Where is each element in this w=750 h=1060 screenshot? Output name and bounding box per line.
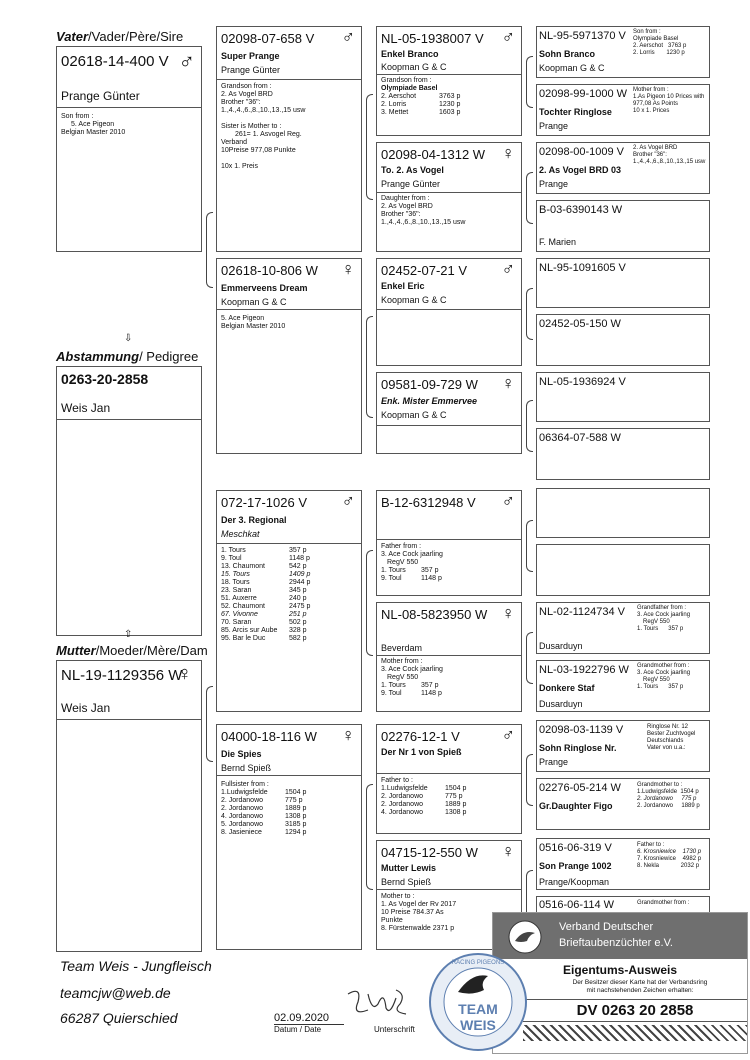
- arrow-down-icon: ⇩: [124, 333, 133, 344]
- pigeon-owner: Prange: [539, 757, 569, 767]
- pigeon-owner: Koopman G & C: [381, 410, 447, 420]
- side-notes: Ringlose Nr. 12 Bester Zuchtvogel Deutschlands Vater von u.a.:: [647, 724, 696, 751]
- date-label: Datum / Date: [274, 1025, 322, 1034]
- ring-number: 0516-06-114 W: [539, 899, 615, 911]
- pigeon-name: Enkel Branco: [381, 49, 439, 59]
- dove-icon: [507, 919, 543, 955]
- pigeon-name: Gr.Daughter Figo: [539, 801, 613, 811]
- gen3-box-10: [536, 544, 710, 596]
- connector-brace: [206, 212, 213, 288]
- dsd-box: [376, 602, 522, 712]
- male-symbol-icon: ♂: [501, 491, 515, 511]
- ring-number: NL-95-5971370 V: [539, 30, 626, 42]
- side-notes: Grandmother from : 3. Ace Cock jaarling RegV 550 1. Tours 357 p: [637, 663, 691, 690]
- gen3-box-6: [536, 314, 710, 366]
- pigeon-owner: F. Marien: [539, 237, 577, 247]
- card-org-2: Brieftaubenzüchter e.V.: [559, 937, 673, 949]
- dds-box: [376, 724, 522, 834]
- ring-number: 04000-18-116 W: [221, 729, 317, 744]
- gen3-box-13: [536, 720, 710, 772]
- dam-header: Mutter/Moeder/Mère/Dam: [56, 643, 208, 658]
- pigeon-name: Der Nr 1 von Spieß: [381, 747, 462, 757]
- pigeon-notes: Daughter from : 2. As Vogel BRD Brother "36": 1.,4.,4.,6.,8.,10.,13.,15 usw: [381, 195, 466, 226]
- male-symbol-icon: ♂: [501, 259, 515, 279]
- connector-brace: [526, 56, 533, 108]
- female-symbol-icon: ♀: [501, 603, 515, 623]
- gen3-box-7: [536, 372, 710, 422]
- female-symbol-icon: ♀: [177, 663, 192, 685]
- gen3-box-4: [536, 200, 710, 252]
- pigeon-name: Sohn Ringlose Nr.: [539, 743, 617, 753]
- side-notes: Grandmother to : 1.Ludwigsfelde 1504 p 2. Jordanowo 775 p 2. Jordanowo 1889 p: [637, 782, 700, 809]
- pigeon-notes: Mother to : 1. As Vogel der Rv 2017 10 Preise 784.37 As Punkte 8. Fürstenwalde 2371 p: [381, 893, 457, 932]
- pedigree-header: Abstammung/ Pedigree: [56, 349, 199, 364]
- city: 66287 Quierschied: [60, 1010, 178, 1026]
- dam-owner: Weis Jan: [61, 701, 111, 715]
- race-results: 1. Tours 357 p 9. Toul 1148 p 13. Chaumont 542 p 15. Tours 1409 p 18. Tours 2944 p 23. Saran 345 p 51. Auxerre 240 p 52. Chaumont 2475 p 67. Vivonne 251 p 70. Saran 502 p 85. Arcis sur Aube 328 p 95. Bar le Duc 582 p: [221, 547, 311, 642]
- pigeon-owner: Koopman G & C: [221, 297, 287, 307]
- pigeon-name: 2. As Vogel BRD 03: [539, 165, 622, 175]
- date: 02.09.2020: [274, 1012, 344, 1025]
- card-ring: DV 0263 20 2858: [523, 999, 747, 1022]
- male-symbol-icon: ♂: [501, 725, 515, 745]
- gen3-box-11: [536, 602, 710, 654]
- pigeon-owner: Koopman G & C: [381, 62, 447, 72]
- dam-box: [56, 660, 202, 952]
- signature-icon: [342, 984, 412, 1024]
- ring-number: 09581-09-729 W: [381, 377, 478, 392]
- connector-brace: [366, 550, 373, 656]
- pigeon-name: Son Prange 1002: [539, 861, 612, 871]
- sds-box: [376, 258, 522, 366]
- pigeon-name: Enk. Mister Emmervee: [381, 396, 478, 406]
- ring-number: 0516-06-319 V: [539, 842, 612, 854]
- pedigree-ring: 0263-20-2858: [61, 371, 149, 387]
- pigeon-owner: Koopman G & C: [381, 295, 447, 305]
- pigeon-owner: Bernd Spieß: [221, 763, 272, 773]
- gen3-box-15: [536, 838, 710, 890]
- pigeon-owner: Koopman G & C: [539, 63, 605, 73]
- gen3-box-2: [536, 84, 710, 136]
- ring-number: NL-03-1922796 W: [539, 664, 629, 676]
- team-weis-stamp-icon: [428, 952, 528, 1052]
- ring-number: 02098-00-1009 V: [539, 146, 625, 158]
- email: teamcjw@web.de: [60, 985, 171, 1001]
- pigeon-notes: 5. Ace Pigeon Belgian Master 2010: [221, 315, 286, 330]
- pigeon-owner: Beverdam: [381, 643, 423, 653]
- pigeon-notes: Father to : 1.Ludwigsfelde 1504 p 2. Jordanowo 775 p 2. Jordanowo 1889 p 4. Jordanowo 1308 p: [381, 777, 467, 816]
- card-org-1: Verband Deutscher: [559, 921, 654, 933]
- gen3-box-1: [536, 26, 710, 78]
- pigeon-owner: Prange Günter: [381, 179, 441, 189]
- male-symbol-icon: ♂: [341, 491, 355, 511]
- dss-box: [376, 490, 522, 596]
- pigeon-name: Donkere Staf: [539, 683, 595, 693]
- pigeon-notes: Mother from : 3. Ace Cock jaarling RegV 550 1. Tours 357 p 9. Toul 1148 p: [381, 658, 443, 697]
- ring-number: 02098-07-658 V: [221, 31, 315, 46]
- side-notes: Mother from : 1.As Pigeon 10 Prices with 977,08 As Points 10 x 1. Prices: [633, 87, 705, 114]
- pedigree-owner: Weis Jan: [61, 401, 111, 415]
- ring-number: 04715-12-550 W: [381, 845, 478, 860]
- pigeon-notes: Grandson from : Olympiade Basel 2. Aerschot 3763 p 2. Lorris 1230 p 3. Mettet 1603 p: [381, 77, 461, 116]
- ring-number: NL-05-1936924 V: [539, 376, 626, 388]
- connector-brace: [366, 784, 373, 890]
- pigeon-name: Der 3. Regional: [221, 515, 287, 525]
- pigeon-owner: Dusarduyn: [539, 641, 583, 651]
- connector-brace: [526, 754, 533, 806]
- connector-brace: [526, 400, 533, 452]
- dam-ring: NL-19-1129356 W: [61, 667, 183, 684]
- male-symbol-icon: ♂: [501, 27, 515, 47]
- sire-owner: Prange Günter: [61, 89, 140, 103]
- ssd-box: [376, 142, 522, 252]
- card-sub-1: Der Besitzer dieser Karte hat der Verbandsring: [572, 979, 708, 986]
- signature-label: Unterschrift: [374, 1025, 415, 1034]
- side-notes: Grandfather from : 3. Ace Cock jaarling RegV 550 1. Tours 357 p: [637, 605, 691, 632]
- pigeon-name: To. 2. As Vogel: [381, 165, 444, 175]
- pigeon-notes: Father from : 3. Ace Cock jaarling RegV 550 1. Tours 357 p 9. Toul 1148 p: [381, 543, 443, 582]
- sire-dam-box: [216, 258, 362, 454]
- ring-number: 06364-07-588 W: [539, 432, 621, 444]
- connector-brace: [366, 316, 373, 418]
- gen3-box-14: [536, 778, 710, 830]
- sire-header: Vater/Vader/Père/Sire: [56, 29, 184, 44]
- sire-notes: Son from : 5. Ace Pigeon Belgian Master 2010: [61, 113, 126, 136]
- pigeon-owner: Dusarduyn: [539, 699, 583, 709]
- ring-number: NL-95-1091605 V: [539, 262, 626, 274]
- gen3-box-12: [536, 660, 710, 712]
- ring-number: B-12-6312948 V: [381, 495, 476, 510]
- side-notes: Grandmother from :: [637, 900, 690, 906]
- pigeon-name: Sohn Branco: [539, 49, 596, 59]
- ring-number: 02098-99-1000 W: [539, 88, 628, 100]
- pigeon-owner: Prange: [539, 121, 569, 131]
- gen3-box-3: [536, 142, 710, 194]
- connector-brace: [526, 632, 533, 684]
- connector-brace: [366, 94, 373, 200]
- side-notes: 2. As Vogel BRD Brother "36": 1.,4.,4.,6.,8.,10.,13.,15 usw: [633, 145, 706, 165]
- ring-number: NL-02-1124734 V: [539, 606, 626, 618]
- pigeon-owner: Prange/Koopman: [539, 877, 610, 887]
- pedigree-box: [56, 366, 202, 636]
- male-symbol-icon: ♂: [341, 27, 355, 47]
- pigeon-notes: Grandson from : 2. As Vogel BRD Brother "36": 1.,4.,4.,6.,8.,10.,13.,15 usw Sister is Mother to : 261= 1. Asvogel Reg. Verband 10Preise 977,08 Punkte 10x 1. Preis: [221, 83, 306, 170]
- side-notes: Father to : 6. Krosniewice 1730 p 7. Krosniewice 4982 p 8. Nekla 2032 p: [637, 842, 702, 869]
- pigeon-name: Enkel Eric: [381, 281, 425, 291]
- gen3-box-8: [536, 428, 710, 480]
- pigeon-name: Mutter Lewis: [381, 863, 437, 873]
- connector-brace: [526, 172, 533, 224]
- dam-dam-box: [216, 724, 362, 950]
- female-symbol-icon: ♀: [501, 373, 515, 393]
- ring-number: 02276-05-214 W: [539, 782, 621, 794]
- dam-sire-box: [216, 490, 362, 712]
- sire-ring: 02618-14-400 V: [61, 53, 169, 70]
- ring-number: 02618-10-806 W: [221, 263, 318, 278]
- ring-number: 02276-12-1 V: [381, 729, 460, 744]
- side-notes: Son from : Olympiade Basel 2. Aerschot 3763 p 2. Lorris 1230 p: [633, 29, 687, 56]
- sire-box: [56, 46, 202, 252]
- female-symbol-icon: ♀: [501, 143, 515, 163]
- pigeon-name: Tochter Ringlose: [539, 107, 612, 117]
- pigeon-owner: Prange: [539, 179, 569, 189]
- male-symbol-icon: ♂: [178, 49, 195, 74]
- pigeon-owner: Bernd Spieß: [381, 877, 432, 887]
- stamp-ring-text: RACING PIGEONS: [451, 960, 505, 966]
- ring-number: 02098-04-1312 W: [381, 147, 486, 162]
- card-title: Eigentums-Ausweis: [562, 963, 678, 977]
- sire-sire-box: [216, 26, 362, 252]
- ring-number: NL-08-5823950 W: [381, 607, 488, 622]
- stamp-text-1: TEAM: [458, 1001, 498, 1017]
- team-name: Team Weis - Jungfleisch: [60, 958, 212, 974]
- arrow-up-icon: ⇧: [124, 629, 133, 640]
- sdd-box: [376, 372, 522, 454]
- ring-number: 02098-03-1139 V: [539, 724, 624, 736]
- female-symbol-icon: ♀: [341, 259, 355, 279]
- connector-brace: [526, 288, 533, 340]
- ring-number: 072-17-1026 V: [221, 495, 308, 510]
- ring-number: 02452-07-21 V: [381, 263, 468, 278]
- ownership-card: [492, 912, 748, 1054]
- pigeon-name: Die Spies: [221, 749, 262, 759]
- pigeon-name: Super Prange: [221, 51, 280, 61]
- pigeon-owner: Prange Günter: [221, 65, 281, 75]
- ring-number: NL-05-1938007 V: [381, 31, 484, 46]
- gen3-box-5: [536, 258, 710, 308]
- card-sub-2: mit nachstehenden Zeichen erhalten:: [586, 987, 694, 994]
- female-symbol-icon: ♀: [501, 841, 515, 861]
- connector-brace: [206, 686, 213, 762]
- ring-number: B-03-6390143 W: [539, 204, 623, 216]
- stamp-text-2: WEIS: [460, 1017, 496, 1033]
- card-pattern: [523, 1025, 747, 1041]
- pigeon-owner: Meschkat: [221, 529, 260, 539]
- female-symbol-icon: ♀: [341, 725, 355, 745]
- gen3-box-9: [536, 488, 710, 538]
- pigeon-name: Emmerveens Dream: [221, 283, 308, 293]
- connector-brace: [526, 520, 533, 572]
- ring-number: 02452-05-150 W: [539, 318, 621, 330]
- race-results: Fullsister from : 1.Ludwigsfelde 1504 p 2. Jordanowo 775 p 2. Jordanowo 1889 p 4. Jordanowo 1308 p 5. Jordanowo 3185 p 8. Jasieniece 1294 p: [221, 781, 307, 836]
- sss-box: [376, 26, 522, 136]
